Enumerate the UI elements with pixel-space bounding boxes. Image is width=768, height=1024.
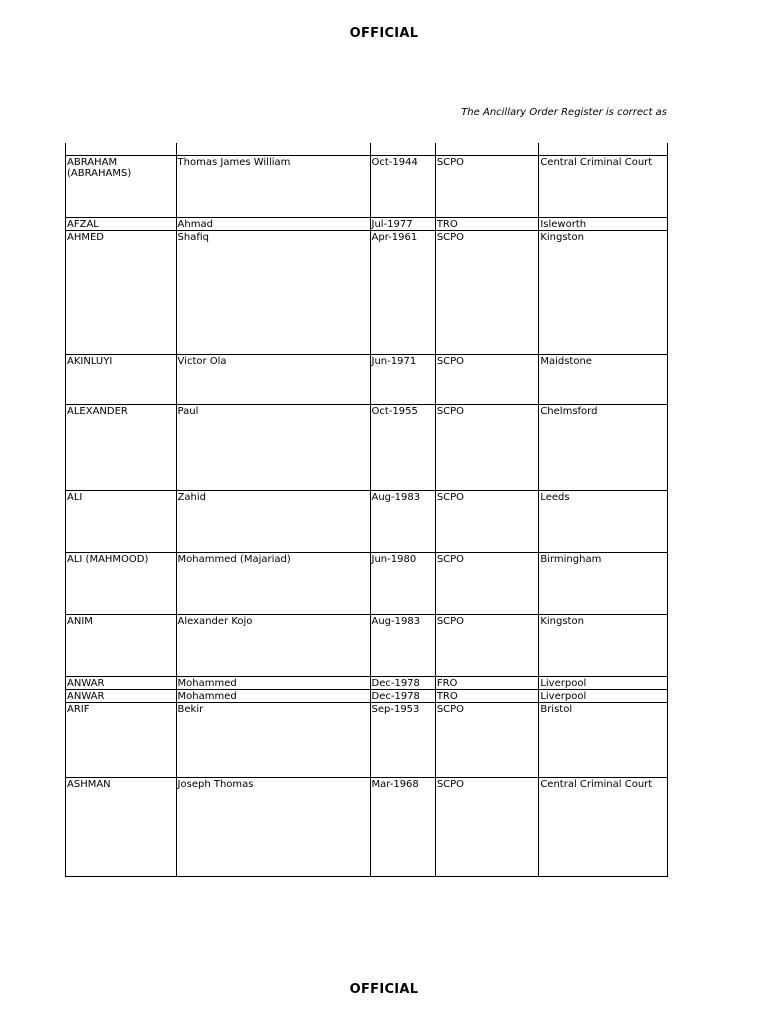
order-type-cell: SCPO	[435, 614, 539, 676]
forenames-cell: Zahid	[176, 490, 370, 552]
header-strip-cell	[370, 143, 435, 155]
header-strip-cell	[176, 143, 370, 155]
order-type-cell: SCPO	[435, 354, 539, 404]
order-type-cell: SCPO	[435, 230, 539, 354]
surname-cell: ALEXANDER	[66, 404, 177, 490]
court-cell: Bristol	[539, 702, 668, 777]
court-cell: Liverpool	[539, 689, 668, 702]
header-strip-row	[66, 143, 668, 155]
date-of-birth-cell: Apr-1961	[370, 230, 435, 354]
order-type-cell: SCPO	[435, 777, 539, 876]
order-type-cell: TRO	[435, 217, 539, 230]
order-type-cell: SCPO	[435, 490, 539, 552]
forenames-cell: Paul	[176, 404, 370, 490]
forenames-cell: Mohammed	[176, 676, 370, 689]
forenames-cell: Alexander Kojo	[176, 614, 370, 676]
table-row	[66, 490, 668, 552]
date-of-birth-cell: Jun-1971	[370, 354, 435, 404]
date-of-birth-cell: Mar-1968	[370, 777, 435, 876]
table-row	[66, 676, 668, 689]
order-type-cell: SCPO	[435, 552, 539, 614]
forenames-cell: Mohammed (Majariad)	[176, 552, 370, 614]
surname-cell: ANWAR	[66, 689, 177, 702]
date-of-birth-cell: Aug-1983	[370, 490, 435, 552]
forenames-cell: Victor Ola	[176, 354, 370, 404]
forenames-cell: Mohammed	[176, 689, 370, 702]
surname-cell: ASHMAN	[66, 777, 177, 876]
date-of-birth-cell: Dec-1978	[370, 689, 435, 702]
date-of-birth-cell: Jun-1980	[370, 552, 435, 614]
surname-cell: ANWAR	[66, 676, 177, 689]
court-cell: Maidstone	[539, 354, 668, 404]
protective-marking-header: OFFICIAL	[349, 26, 419, 41]
order-type-cell: TRO	[435, 689, 539, 702]
order-type-cell: SCPO	[435, 155, 539, 217]
surname-cell: ANIM	[66, 614, 177, 676]
table-row	[66, 552, 668, 614]
date-of-birth-cell: Sep-1953	[370, 702, 435, 777]
forenames-cell: Thomas James William	[176, 155, 370, 217]
table-row	[66, 230, 668, 354]
header-strip-cell	[539, 143, 668, 155]
table-row	[66, 702, 668, 777]
order-type-cell: FRO	[435, 676, 539, 689]
surname-cell: ALI (MAHMOOD)	[66, 552, 177, 614]
header-strip-cell	[435, 143, 539, 155]
table-row	[66, 614, 668, 676]
date-of-birth-cell: Dec-1978	[370, 676, 435, 689]
court-cell: Liverpool	[539, 676, 668, 689]
date-of-birth-cell: Jul-1977	[370, 217, 435, 230]
header-strip-cell	[66, 143, 177, 155]
order-type-cell: SCPO	[435, 702, 539, 777]
surname-cell: AFZAL	[66, 217, 177, 230]
register-date-note: The Ancillary Order Register is correct as	[461, 107, 667, 118]
forenames-cell: Shafiq	[176, 230, 370, 354]
surname-cell: AKINLUYI	[66, 354, 177, 404]
court-cell: Isleworth	[539, 217, 668, 230]
surname-cell: ALI	[66, 490, 177, 552]
court-cell: Central Criminal Court	[539, 155, 668, 217]
table-row	[66, 404, 668, 490]
date-of-birth-cell: Oct-1955	[370, 404, 435, 490]
court-cell: Chelmsford	[539, 404, 668, 490]
surname-cell: ABRAHAM (ABRAHAMS)	[66, 155, 177, 217]
date-of-birth-cell: Oct-1944	[370, 155, 435, 217]
table-row	[66, 777, 668, 876]
court-cell: Birmingham	[539, 552, 668, 614]
protective-marking-footer: OFFICIAL	[349, 982, 419, 997]
forenames-cell: Bekir	[176, 702, 370, 777]
court-cell: Kingston	[539, 614, 668, 676]
order-type-cell: SCPO	[435, 404, 539, 490]
court-cell: Central Criminal Court	[539, 777, 668, 876]
court-cell: Kingston	[539, 230, 668, 354]
table-row	[66, 217, 668, 230]
date-of-birth-cell: Aug-1983	[370, 614, 435, 676]
forenames-cell: Joseph Thomas	[176, 777, 370, 876]
table-row	[66, 155, 668, 217]
surname-cell: ARIF	[66, 702, 177, 777]
ancillary-order-register-table	[65, 143, 668, 877]
forenames-cell: Ahmad	[176, 217, 370, 230]
table-row	[66, 689, 668, 702]
table-row	[66, 354, 668, 404]
court-cell: Leeds	[539, 490, 668, 552]
surname-cell: AHMED	[66, 230, 177, 354]
